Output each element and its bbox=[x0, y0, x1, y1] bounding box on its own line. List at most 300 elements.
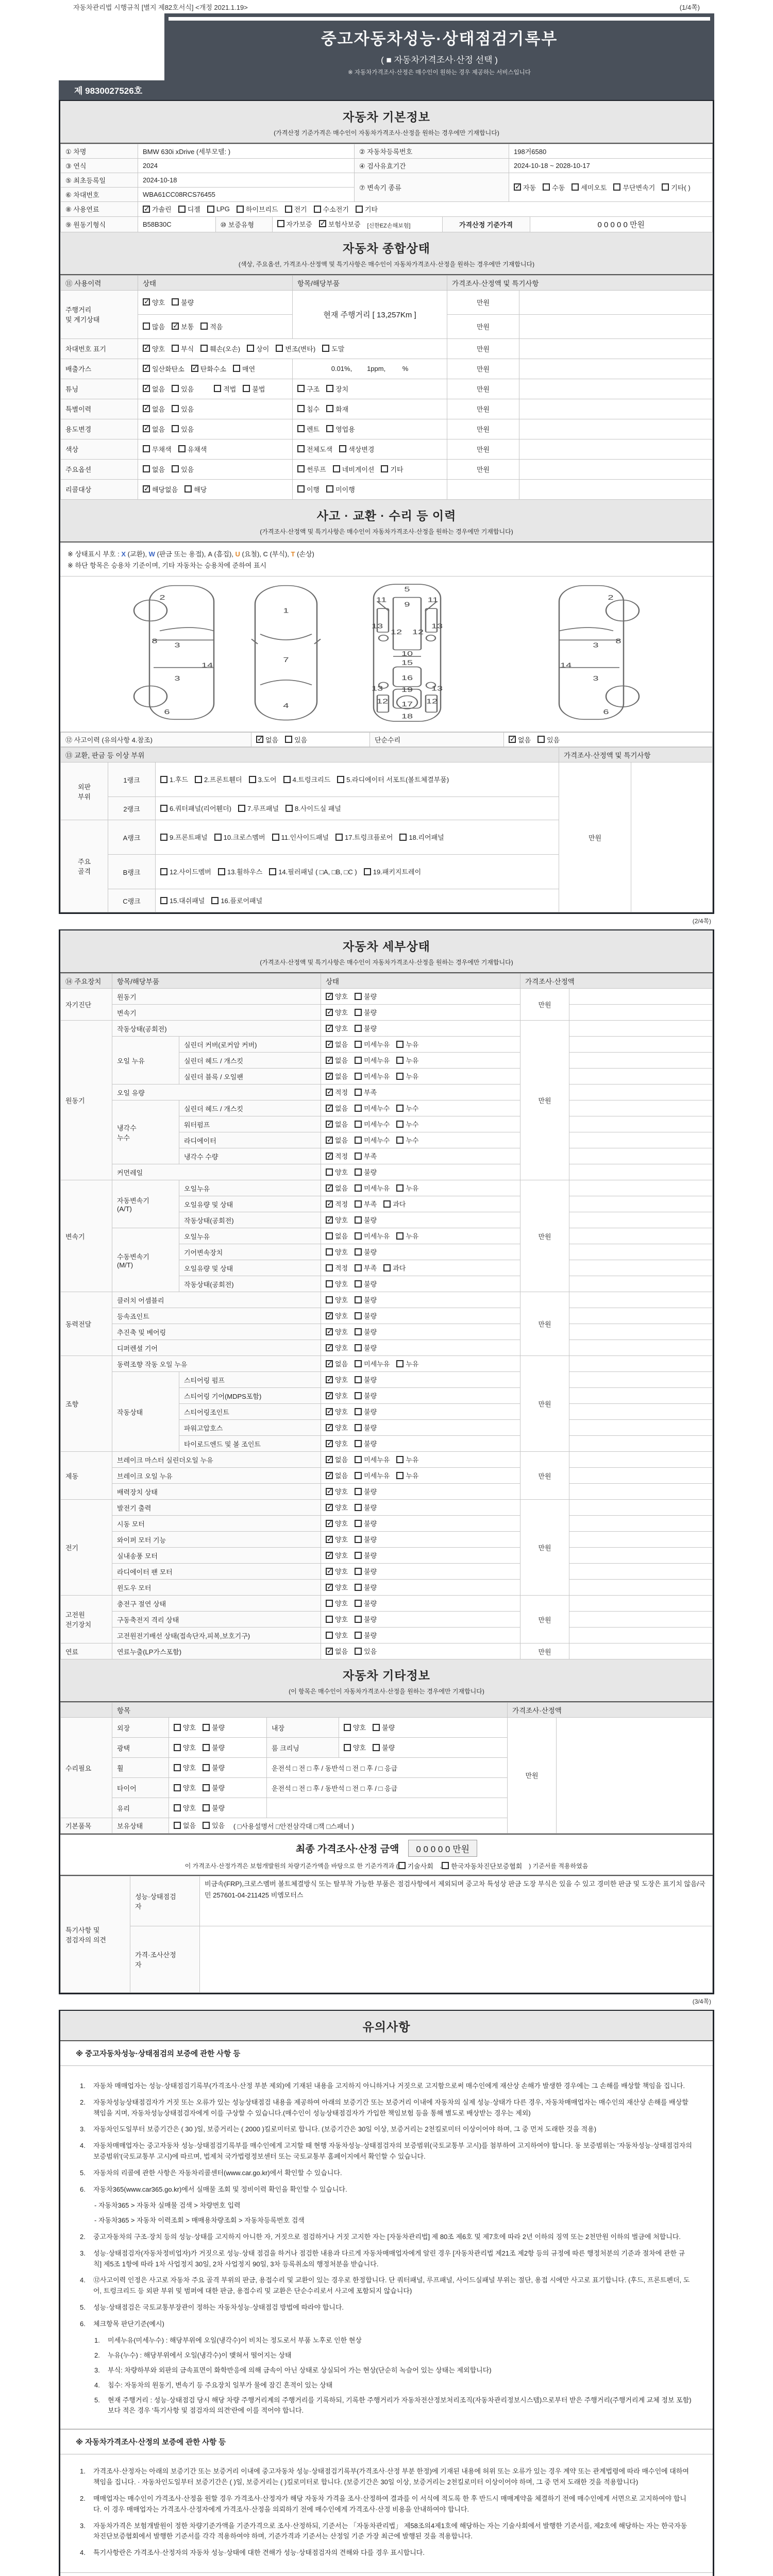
checkbox[interactable] bbox=[355, 1360, 362, 1367]
checkbox-label: 미세누수 bbox=[364, 1137, 390, 1145]
checkbox[interactable] bbox=[326, 1376, 333, 1383]
checkbox[interactable] bbox=[355, 1536, 362, 1543]
checkbox[interactable] bbox=[355, 1648, 362, 1655]
checkbox[interactable] bbox=[326, 1057, 333, 1064]
item-label: 스티어링 펌프 bbox=[179, 1372, 321, 1388]
checkbox[interactable] bbox=[326, 385, 333, 392]
checkbox-option bbox=[326, 1327, 348, 1336]
checkbox[interactable] bbox=[326, 1216, 333, 1224]
checkbox[interactable] bbox=[326, 1280, 333, 1287]
checkbox-group bbox=[326, 1537, 383, 1545]
checkbox[interactable] bbox=[326, 1600, 333, 1607]
state-checks bbox=[321, 1548, 520, 1564]
checkbox[interactable] bbox=[396, 1184, 404, 1192]
checkbox[interactable] bbox=[203, 1724, 210, 1731]
notice-item bbox=[80, 2232, 693, 2243]
base-price-label: 가격산정 기준가격 bbox=[442, 217, 530, 232]
checkbox[interactable] bbox=[326, 1520, 333, 1527]
diagram-part-number: 1 bbox=[283, 606, 289, 614]
checkbox[interactable] bbox=[207, 206, 214, 213]
checkbox-option bbox=[203, 1742, 225, 1752]
checkbox[interactable] bbox=[355, 993, 362, 1000]
checkbox[interactable] bbox=[143, 485, 150, 493]
checkbox[interactable] bbox=[398, 1862, 406, 1869]
engine-warranty-inner bbox=[138, 217, 712, 232]
checkbox[interactable] bbox=[326, 1344, 333, 1351]
checkbox[interactable] bbox=[326, 1121, 333, 1128]
checkbox[interactable] bbox=[326, 1440, 333, 1447]
checkbox[interactable] bbox=[355, 1168, 362, 1176]
checkbox[interactable] bbox=[200, 323, 208, 330]
checkbox[interactable] bbox=[326, 1536, 333, 1543]
state-checks bbox=[321, 1037, 520, 1053]
checkbox[interactable] bbox=[355, 1328, 362, 1335]
checkbox[interactable] bbox=[355, 1184, 362, 1192]
device-label: 자기진단 bbox=[61, 989, 112, 1021]
device-label: 변속기 bbox=[61, 1180, 112, 1292]
checkbox[interactable] bbox=[355, 1137, 362, 1144]
checkbox-label: 누유 bbox=[406, 1456, 419, 1464]
checkbox[interactable] bbox=[326, 1360, 333, 1367]
checkbox[interactable] bbox=[160, 776, 167, 783]
checkbox[interactable] bbox=[355, 1025, 362, 1032]
checkbox[interactable] bbox=[355, 1488, 362, 1495]
checkbox[interactable] bbox=[396, 1041, 404, 1048]
checkbox[interactable] bbox=[396, 1456, 404, 1463]
notice-header bbox=[60, 2011, 713, 2041]
checkbox[interactable] bbox=[326, 1424, 333, 1431]
checkbox[interactable] bbox=[326, 1568, 333, 1575]
checkbox[interactable] bbox=[662, 183, 669, 191]
checkbox[interactable] bbox=[285, 805, 293, 812]
note-cell bbox=[519, 314, 713, 338]
checkbox[interactable] bbox=[355, 1153, 362, 1160]
mileage-state-1 bbox=[138, 290, 293, 314]
checkbox[interactable] bbox=[326, 1552, 333, 1559]
checkbox[interactable] bbox=[396, 1360, 404, 1367]
exchange-table bbox=[60, 747, 713, 912]
checkbox[interactable] bbox=[355, 1504, 362, 1511]
checkbox[interactable] bbox=[314, 206, 321, 213]
checkbox[interactable] bbox=[396, 1057, 404, 1064]
checkbox[interactable] bbox=[178, 206, 186, 213]
checkbox[interactable] bbox=[355, 1584, 362, 1591]
checkbox[interactable] bbox=[172, 405, 179, 412]
checkbox-group bbox=[326, 1569, 383, 1577]
checkbox[interactable] bbox=[326, 1488, 333, 1495]
device-label: 동력전달 bbox=[61, 1292, 112, 1356]
note-cell bbox=[569, 1180, 713, 1196]
checkbox[interactable] bbox=[355, 1216, 362, 1224]
checkbox-label: 미이행 bbox=[335, 485, 355, 494]
checkbox-label: 양호 bbox=[335, 1568, 348, 1576]
checkbox[interactable] bbox=[322, 345, 329, 352]
position-detail: 운전석 □ 전 □ 후 / 동반석 □ 전 □ 후 / □ 응급 bbox=[267, 1758, 508, 1778]
checkbox[interactable] bbox=[326, 1456, 333, 1463]
checkbox[interactable] bbox=[355, 1408, 362, 1415]
checkbox[interactable] bbox=[355, 1057, 362, 1064]
checkbox[interactable] bbox=[272, 834, 279, 841]
exchange-header: ⑬ 교환, 판금 등 이상 부위 bbox=[61, 748, 559, 762]
checkbox[interactable] bbox=[355, 1376, 362, 1383]
state-checks bbox=[321, 1356, 520, 1372]
notice-item-text: 특기사항란은 가격조사·산정자의 자동차 성능·상태에 대한 견해가 성능·상태점검자의 견해와 다를 경우 표시합니다. bbox=[93, 2549, 425, 2557]
checkbox-label: 부족 bbox=[364, 1089, 377, 1097]
checkbox-group bbox=[326, 1329, 383, 1337]
diagram-part-number: 15 bbox=[401, 658, 413, 667]
state-cell bbox=[138, 399, 293, 419]
checkbox[interactable] bbox=[339, 445, 346, 452]
checkbox[interactable] bbox=[233, 365, 240, 372]
checkbox[interactable] bbox=[355, 1296, 362, 1303]
checkbox[interactable] bbox=[326, 1009, 333, 1016]
checkbox[interactable] bbox=[143, 445, 150, 452]
checkbox[interactable] bbox=[326, 1089, 333, 1096]
checkbox-option bbox=[256, 735, 278, 744]
checkbox[interactable] bbox=[383, 1264, 391, 1272]
overall-state bbox=[60, 275, 713, 500]
checkbox[interactable] bbox=[195, 776, 202, 783]
checkbox[interactable] bbox=[355, 1280, 362, 1287]
checkbox[interactable] bbox=[143, 298, 150, 306]
checkbox[interactable] bbox=[355, 1232, 362, 1240]
checkbox[interactable] bbox=[396, 1472, 404, 1479]
checkbox[interactable] bbox=[191, 365, 198, 372]
checkbox[interactable] bbox=[184, 485, 192, 493]
checkbox[interactable] bbox=[326, 1392, 333, 1399]
checkbox[interactable] bbox=[160, 897, 167, 904]
checkbox-label: 디젤 bbox=[187, 206, 200, 213]
checkbox[interactable] bbox=[203, 1822, 210, 1829]
checkbox-label: 18.리어패널 bbox=[409, 834, 444, 842]
accident-subtitle: (가격조사·산정액 및 특기사항은 매수인이 자동차가격조사·산정을 원하는 경우에만 기재합니다) bbox=[260, 528, 513, 535]
checkbox[interactable] bbox=[143, 405, 150, 412]
item-label: 충전구 절연 상태 bbox=[112, 1596, 321, 1612]
checkbox[interactable] bbox=[172, 323, 179, 330]
checkbox[interactable] bbox=[269, 868, 276, 875]
repair-needed-label: 수리필요 bbox=[61, 1718, 112, 1818]
checkbox[interactable] bbox=[326, 425, 333, 432]
checkbox[interactable] bbox=[256, 736, 263, 743]
checkbox[interactable] bbox=[326, 1264, 333, 1272]
checkbox[interactable] bbox=[355, 1456, 362, 1463]
checkbox[interactable] bbox=[355, 1312, 362, 1319]
checkbox[interactable] bbox=[543, 183, 550, 191]
checkbox-label: 누유 bbox=[406, 1360, 419, 1368]
basic-info-title: 자동차 기본정보 bbox=[343, 110, 430, 124]
checkbox[interactable] bbox=[344, 1744, 351, 1751]
simple-repair-label: 단순수리 bbox=[370, 732, 504, 747]
checkbox-option bbox=[355, 1327, 377, 1336]
checkbox[interactable] bbox=[344, 1724, 351, 1731]
checkbox[interactable] bbox=[178, 445, 186, 452]
checkbox[interactable] bbox=[326, 485, 333, 493]
checkbox-option bbox=[172, 404, 194, 414]
checkbox[interactable] bbox=[326, 1168, 333, 1176]
checkbox[interactable] bbox=[143, 365, 150, 372]
checkbox[interactable] bbox=[174, 1724, 181, 1731]
note-cell bbox=[519, 290, 713, 314]
checkbox-option bbox=[143, 384, 165, 394]
checkbox[interactable] bbox=[326, 1232, 333, 1240]
checkbox[interactable] bbox=[319, 220, 326, 227]
checkbox[interactable] bbox=[355, 1440, 362, 1447]
checkbox[interactable] bbox=[326, 1041, 333, 1048]
state-checks bbox=[339, 1738, 508, 1758]
checkbox-option bbox=[662, 182, 690, 192]
checkbox[interactable] bbox=[355, 1248, 362, 1256]
checkbox-option bbox=[355, 1598, 377, 1608]
checkbox[interactable] bbox=[355, 1105, 362, 1112]
checkbox[interactable] bbox=[143, 465, 150, 472]
checkbox[interactable] bbox=[355, 1200, 362, 1208]
notice-item-text: 체크항목 판단기준(예시) bbox=[93, 2319, 164, 2328]
accident-history bbox=[60, 732, 713, 748]
checkbox[interactable] bbox=[326, 1025, 333, 1032]
checkbox[interactable] bbox=[326, 1296, 333, 1303]
checkbox[interactable] bbox=[383, 1200, 391, 1208]
item-label: 작동상태(공회전) bbox=[112, 1021, 321, 1037]
checkbox[interactable] bbox=[247, 345, 254, 352]
diagram-part-number: 11 bbox=[427, 596, 439, 603]
state-checks bbox=[169, 1718, 267, 1738]
diagram-part-number: 4 bbox=[283, 702, 289, 709]
checkbox[interactable] bbox=[200, 345, 208, 352]
checkbox[interactable] bbox=[537, 736, 545, 743]
state-checks bbox=[321, 1420, 520, 1436]
checkbox[interactable] bbox=[203, 1804, 210, 1811]
checkbox[interactable] bbox=[285, 206, 292, 213]
base-price-value: 0 0 0 0 0 만원 bbox=[597, 220, 645, 229]
checkbox-group bbox=[326, 1585, 383, 1592]
notice-subitem: - 자동차365 > 자동차 이력조회 > 매매용차량조회 > 자동차등록번호 검색 bbox=[94, 2216, 305, 2225]
checkbox[interactable] bbox=[442, 1862, 449, 1869]
checkbox[interactable] bbox=[355, 1616, 362, 1623]
checkbox[interactable] bbox=[396, 1073, 404, 1080]
diagram-part-number: 11 bbox=[376, 596, 387, 603]
checkbox[interactable] bbox=[326, 1616, 333, 1623]
item-label: 등속죠인트 bbox=[112, 1308, 321, 1324]
checkbox[interactable] bbox=[277, 220, 284, 227]
checkbox[interactable] bbox=[355, 1600, 362, 1607]
checkbox[interactable] bbox=[172, 425, 179, 432]
checkbox[interactable] bbox=[172, 298, 179, 306]
checkbox[interactable] bbox=[355, 1089, 362, 1096]
item-cell bbox=[293, 459, 447, 479]
checkbox[interactable] bbox=[172, 385, 179, 392]
checkbox[interactable] bbox=[297, 405, 305, 412]
checkbox-option bbox=[203, 1722, 225, 1732]
checkbox-group bbox=[326, 1026, 383, 1033]
checkbox[interactable] bbox=[326, 1632, 333, 1639]
checkbox[interactable] bbox=[143, 345, 150, 352]
checkbox-label: 불법 bbox=[252, 385, 265, 393]
note-cell bbox=[631, 762, 713, 912]
sub-item-label: 외장 bbox=[112, 1718, 169, 1738]
notice-item-number: 5. bbox=[94, 2396, 100, 2404]
checkbox[interactable] bbox=[326, 1200, 333, 1208]
state-symbol: W bbox=[148, 550, 157, 558]
checkbox-option bbox=[174, 1783, 196, 1792]
checkbox[interactable] bbox=[613, 183, 620, 191]
checkbox[interactable] bbox=[355, 1392, 362, 1399]
checkbox[interactable] bbox=[355, 1552, 362, 1559]
checkbox-label: 보통 bbox=[181, 323, 194, 331]
checkbox-label: 4.트렁크리드 bbox=[292, 776, 331, 784]
checkbox[interactable] bbox=[514, 183, 521, 191]
checkbox-label: 미세누유 bbox=[364, 1360, 390, 1368]
notice-item-number: 1. bbox=[94, 2336, 100, 2344]
checkbox[interactable] bbox=[214, 385, 221, 392]
checkbox[interactable] bbox=[355, 1568, 362, 1575]
checkbox[interactable] bbox=[297, 425, 305, 432]
checkbox-label: 불량 bbox=[382, 1724, 395, 1732]
checkbox-option bbox=[174, 1722, 196, 1732]
checkbox[interactable] bbox=[285, 736, 292, 743]
notice-item bbox=[80, 2275, 693, 2297]
checkbox[interactable] bbox=[355, 1424, 362, 1431]
checkbox[interactable] bbox=[143, 206, 150, 213]
checkbox[interactable] bbox=[276, 345, 283, 352]
checkbox[interactable] bbox=[297, 385, 305, 392]
checkbox-option bbox=[211, 895, 262, 905]
checkbox[interactable] bbox=[143, 425, 150, 432]
checkbox-group bbox=[326, 1010, 383, 1018]
checkbox-label: 누유 bbox=[406, 1057, 419, 1065]
checkbox[interactable] bbox=[326, 1648, 333, 1655]
checkbox[interactable] bbox=[174, 1744, 181, 1751]
checkbox[interactable] bbox=[172, 465, 179, 472]
checkbox[interactable] bbox=[335, 834, 343, 841]
checkbox[interactable] bbox=[355, 1264, 362, 1272]
checkbox[interactable] bbox=[355, 1344, 362, 1351]
checkbox[interactable] bbox=[381, 465, 388, 472]
checkbox[interactable] bbox=[326, 1153, 333, 1160]
checkbox[interactable] bbox=[355, 1520, 362, 1527]
checkbox[interactable] bbox=[326, 1184, 333, 1192]
document-title: 중고자동차성능·상태점검기록부 bbox=[321, 30, 558, 48]
checkbox[interactable] bbox=[174, 1804, 181, 1811]
checkbox[interactable] bbox=[333, 465, 340, 472]
column-header: 상태 bbox=[321, 974, 520, 989]
checkbox-option bbox=[297, 484, 320, 494]
checkbox[interactable] bbox=[143, 385, 150, 392]
checkbox[interactable] bbox=[326, 1504, 333, 1511]
checkbox[interactable] bbox=[174, 1822, 181, 1829]
checkbox[interactable] bbox=[203, 1744, 210, 1751]
checkbox[interactable] bbox=[160, 868, 167, 875]
checkbox[interactable] bbox=[203, 1764, 210, 1771]
price-estimate: 만원 bbox=[447, 290, 519, 314]
checkbox-group bbox=[326, 1505, 383, 1513]
checkbox-option bbox=[344, 1742, 366, 1752]
checkbox[interactable] bbox=[326, 1137, 333, 1144]
checkbox[interactable] bbox=[326, 1073, 333, 1080]
checkbox[interactable] bbox=[326, 1408, 333, 1415]
notice-item-number: 6. bbox=[80, 2185, 86, 2193]
checkbox[interactable] bbox=[396, 1121, 404, 1128]
checkbox[interactable] bbox=[243, 385, 250, 392]
checkbox-label: 기타 bbox=[390, 465, 404, 473]
checkbox[interactable] bbox=[364, 868, 371, 875]
checkbox[interactable] bbox=[326, 1248, 333, 1256]
checkbox[interactable] bbox=[326, 1105, 333, 1112]
checkbox[interactable] bbox=[214, 834, 222, 841]
checkbox[interactable] bbox=[283, 776, 291, 783]
checkbox[interactable] bbox=[355, 1121, 362, 1128]
item-cell bbox=[293, 419, 447, 439]
checkbox-label: 불량 bbox=[364, 1440, 377, 1448]
checkbox[interactable] bbox=[396, 1232, 404, 1240]
checkbox-option bbox=[207, 205, 230, 213]
checkbox[interactable] bbox=[326, 1472, 333, 1479]
checkbox[interactable] bbox=[211, 897, 219, 904]
diagram-part-number: 3 bbox=[174, 674, 180, 682]
checkbox[interactable] bbox=[326, 405, 333, 412]
checkbox[interactable] bbox=[160, 805, 167, 812]
overall-state-table bbox=[60, 275, 713, 500]
checkbox-label: 불량 bbox=[364, 1632, 377, 1640]
checkbox[interactable] bbox=[160, 834, 167, 841]
checkbox[interactable] bbox=[297, 485, 305, 493]
state-checks bbox=[321, 1148, 520, 1164]
car-diagram-svg bbox=[113, 582, 660, 726]
notice-item-text: 자동차인도일부터 보증기간은 ( 30 )일, 보증거리는 ( 2000 )킬로미터로 합니다. (보증기간은 30일 이상, 보증거리는 2천킬로미터 이상이어야 하며, 그 중 먼저 도래한 것을 적용) bbox=[93, 2125, 597, 2133]
checkbox[interactable] bbox=[326, 1584, 333, 1591]
checkbox[interactable] bbox=[249, 776, 256, 783]
checkbox[interactable] bbox=[143, 323, 150, 330]
checkbox[interactable] bbox=[356, 206, 363, 213]
checkbox[interactable] bbox=[355, 1009, 362, 1016]
row-label: 배출가스 bbox=[61, 359, 138, 379]
checkbox[interactable] bbox=[218, 868, 225, 875]
checkbox-option bbox=[172, 384, 194, 394]
checkbox[interactable] bbox=[355, 1073, 362, 1080]
checkbox-label: 양호 bbox=[335, 1296, 348, 1304]
checkbox[interactable] bbox=[203, 1784, 210, 1791]
position-detail: 운전석 □ 전 □ 후 / 동반석 □ 전 □ 후 / □ 응급 bbox=[267, 1778, 508, 1798]
checkbox[interactable] bbox=[237, 206, 244, 213]
checkbox[interactable] bbox=[373, 1724, 380, 1731]
checkbox[interactable] bbox=[396, 1105, 404, 1112]
checkbox[interactable] bbox=[174, 1764, 181, 1771]
checkbox[interactable] bbox=[355, 1041, 362, 1048]
checkbox[interactable] bbox=[326, 1312, 333, 1319]
checkbox[interactable] bbox=[297, 465, 305, 472]
checkbox-label: 장치 bbox=[335, 385, 349, 393]
checkbox[interactable] bbox=[174, 1784, 181, 1791]
checkbox[interactable] bbox=[326, 993, 333, 1000]
checkbox[interactable] bbox=[373, 1744, 380, 1751]
checkbox[interactable] bbox=[355, 1472, 362, 1479]
checkbox-label: 적정 bbox=[335, 1264, 348, 1273]
checkbox-label: 있음 bbox=[294, 736, 308, 744]
checkbox[interactable] bbox=[297, 445, 305, 452]
field-label: ⑦ 변속기 종류 bbox=[355, 173, 509, 202]
checkbox[interactable] bbox=[572, 183, 579, 191]
checkbox[interactable] bbox=[399, 834, 407, 841]
checkbox[interactable] bbox=[355, 1632, 362, 1639]
notice-item-text: 자동차 매매업자는 성능·상태점검기록부(가격조사·산정 부분 제외)에 기재된 내용을 고지하지 아니하거나 거짓으로 고지함으로써 매수인에게 재산상 손해가 발생한 경우에는 그 손해를 배상할 책임을 집니다. bbox=[93, 2082, 685, 2090]
checkbox-option bbox=[195, 774, 242, 784]
checkbox[interactable] bbox=[337, 776, 344, 783]
checkbox[interactable] bbox=[326, 1328, 333, 1335]
checkbox[interactable] bbox=[172, 345, 179, 352]
checkbox[interactable] bbox=[509, 736, 516, 743]
checkbox[interactable] bbox=[396, 1137, 404, 1144]
checkbox-option bbox=[537, 735, 560, 744]
checkbox[interactable] bbox=[238, 805, 245, 812]
